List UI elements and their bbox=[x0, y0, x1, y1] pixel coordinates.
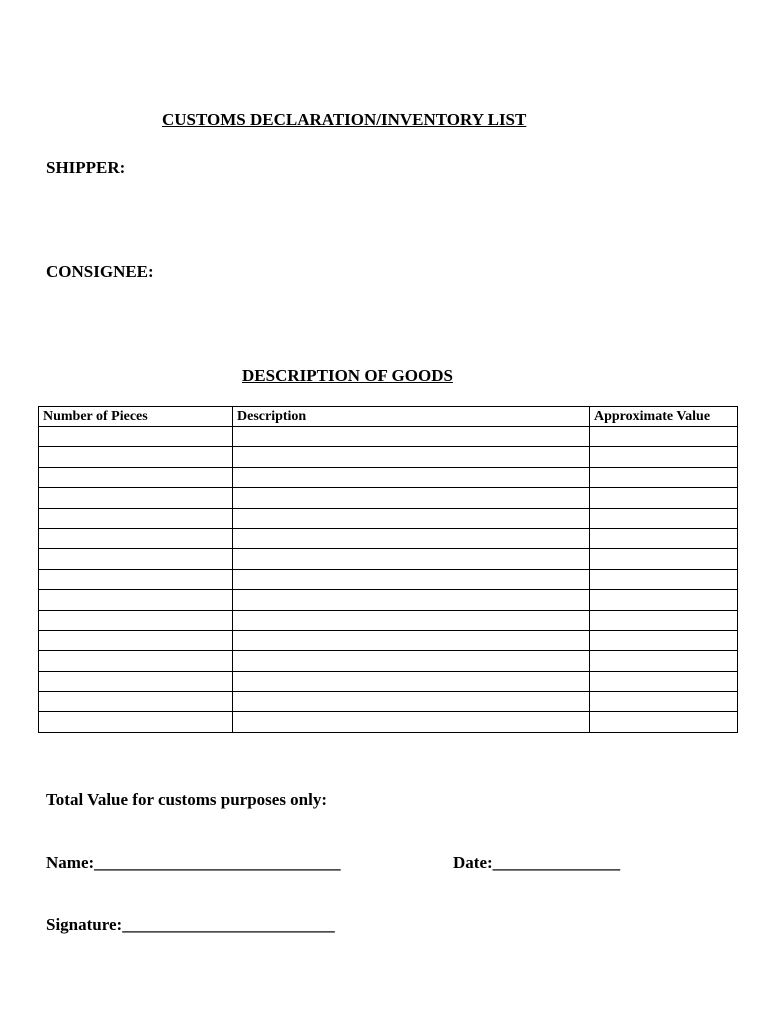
description-cell[interactable] bbox=[233, 610, 590, 630]
number-of-pieces-input[interactable] bbox=[43, 631, 228, 650]
table-row bbox=[39, 712, 738, 732]
table-row bbox=[39, 427, 738, 447]
approximate-value-cell[interactable] bbox=[590, 692, 738, 712]
approximate-value-cell[interactable] bbox=[590, 488, 738, 508]
table-row bbox=[39, 549, 738, 569]
number-of-pieces-cell[interactable] bbox=[39, 671, 233, 691]
description-input[interactable] bbox=[237, 427, 585, 446]
description-input[interactable] bbox=[237, 488, 585, 507]
number-of-pieces-cell[interactable] bbox=[39, 651, 233, 671]
table-row bbox=[39, 590, 738, 610]
goods-table-body bbox=[39, 427, 738, 733]
description-cell[interactable] bbox=[233, 549, 590, 569]
number-of-pieces-input[interactable] bbox=[43, 611, 228, 630]
table-row bbox=[39, 528, 738, 548]
signature-line: Signature:_________________________ bbox=[46, 915, 335, 934]
approximate-value-cell[interactable] bbox=[590, 508, 738, 528]
column-header-approximate-value: Approximate Value bbox=[590, 407, 738, 427]
approximate-value-input[interactable] bbox=[594, 570, 733, 589]
number-of-pieces-input[interactable] bbox=[43, 509, 228, 528]
number-of-pieces-cell[interactable] bbox=[39, 692, 233, 712]
number-of-pieces-input[interactable] bbox=[43, 529, 228, 548]
table-row bbox=[39, 508, 738, 528]
goods-table bbox=[38, 406, 738, 733]
description-input[interactable] bbox=[237, 570, 585, 589]
goods-table-header-row bbox=[39, 407, 738, 427]
description-input[interactable] bbox=[237, 712, 585, 731]
approximate-value-cell[interactable] bbox=[590, 630, 738, 650]
description-input[interactable] bbox=[237, 549, 585, 568]
description-input[interactable] bbox=[237, 692, 585, 711]
number-of-pieces-cell[interactable] bbox=[39, 467, 233, 487]
number-of-pieces-input[interactable] bbox=[43, 447, 228, 466]
number-of-pieces-cell[interactable] bbox=[39, 712, 233, 732]
document-title: CUSTOMS DECLARATION/INVENTORY LIST bbox=[162, 110, 527, 129]
number-of-pieces-input[interactable] bbox=[43, 590, 228, 609]
number-of-pieces-cell[interactable] bbox=[39, 427, 233, 447]
approximate-value-input[interactable] bbox=[594, 488, 733, 507]
approximate-value-input[interactable] bbox=[594, 590, 733, 609]
approximate-value-cell[interactable] bbox=[590, 590, 738, 610]
description-cell[interactable] bbox=[233, 590, 590, 610]
approximate-value-cell[interactable] bbox=[590, 712, 738, 732]
approximate-value-cell[interactable] bbox=[590, 549, 738, 569]
number-of-pieces-input[interactable] bbox=[43, 427, 228, 446]
number-of-pieces-cell[interactable] bbox=[39, 590, 233, 610]
name-line: Name:_____________________________ bbox=[46, 853, 341, 872]
approximate-value-cell[interactable] bbox=[590, 610, 738, 630]
number-of-pieces-input[interactable] bbox=[43, 570, 228, 589]
description-cell[interactable] bbox=[233, 528, 590, 548]
approximate-value-cell[interactable] bbox=[590, 651, 738, 671]
approximate-value-input[interactable] bbox=[594, 427, 733, 446]
approximate-value-input[interactable] bbox=[594, 447, 733, 466]
consignee-label: CONSIGNEE: bbox=[46, 262, 154, 281]
approximate-value-cell[interactable] bbox=[590, 569, 738, 589]
table-row bbox=[39, 610, 738, 630]
approximate-value-input[interactable] bbox=[594, 672, 733, 691]
description-input[interactable] bbox=[237, 672, 585, 691]
description-cell[interactable] bbox=[233, 630, 590, 650]
number-of-pieces-cell[interactable] bbox=[39, 610, 233, 630]
description-cell[interactable] bbox=[233, 447, 590, 467]
table-row bbox=[39, 488, 738, 508]
number-of-pieces-input[interactable] bbox=[43, 488, 228, 507]
description-cell[interactable] bbox=[233, 651, 590, 671]
column-header-number-of-pieces: Number of Pieces bbox=[39, 407, 233, 427]
table-row bbox=[39, 467, 738, 487]
approximate-value-input[interactable] bbox=[594, 468, 733, 487]
description-cell[interactable] bbox=[233, 671, 590, 691]
number-of-pieces-input[interactable] bbox=[43, 468, 228, 487]
number-of-pieces-input[interactable] bbox=[43, 672, 228, 691]
approximate-value-input[interactable] bbox=[594, 712, 733, 731]
shipper-label: SHIPPER: bbox=[46, 158, 126, 177]
approximate-value-cell[interactable] bbox=[590, 427, 738, 447]
number-of-pieces-cell[interactable] bbox=[39, 569, 233, 589]
date-line: Date:_______________ bbox=[453, 853, 621, 872]
total-value-label: Total Value for customs purposes only: bbox=[46, 790, 328, 809]
description-input[interactable] bbox=[237, 590, 585, 609]
approximate-value-input[interactable] bbox=[594, 509, 733, 528]
description-cell[interactable] bbox=[233, 467, 590, 487]
approximate-value-cell[interactable] bbox=[590, 671, 738, 691]
number-of-pieces-input[interactable] bbox=[43, 692, 228, 711]
description-input[interactable] bbox=[237, 631, 585, 650]
approximate-value-input[interactable] bbox=[594, 651, 733, 670]
description-cell[interactable] bbox=[233, 508, 590, 528]
approximate-value-cell[interactable] bbox=[590, 528, 738, 548]
description-input[interactable] bbox=[237, 529, 585, 548]
table-row bbox=[39, 447, 738, 467]
table-row bbox=[39, 651, 738, 671]
description-input[interactable] bbox=[237, 447, 585, 466]
description-input[interactable] bbox=[237, 468, 585, 487]
number-of-pieces-input[interactable] bbox=[43, 651, 228, 670]
table-row bbox=[39, 569, 738, 589]
approximate-value-cell[interactable] bbox=[590, 467, 738, 487]
approximate-value-input[interactable] bbox=[594, 549, 733, 568]
number-of-pieces-cell[interactable] bbox=[39, 447, 233, 467]
approximate-value-input[interactable] bbox=[594, 611, 733, 630]
description-cell[interactable] bbox=[233, 692, 590, 712]
number-of-pieces-cell[interactable] bbox=[39, 508, 233, 528]
approximate-value-input[interactable] bbox=[594, 631, 733, 650]
column-header-description: Description bbox=[233, 407, 590, 427]
description-cell[interactable] bbox=[233, 712, 590, 732]
number-of-pieces-cell[interactable] bbox=[39, 488, 233, 508]
number-of-pieces-cell[interactable] bbox=[39, 549, 233, 569]
description-cell[interactable] bbox=[233, 569, 590, 589]
table-row bbox=[39, 671, 738, 691]
description-input[interactable] bbox=[237, 651, 585, 670]
number-of-pieces-cell[interactable] bbox=[39, 630, 233, 650]
number-of-pieces-cell[interactable] bbox=[39, 528, 233, 548]
description-input[interactable] bbox=[237, 509, 585, 528]
approximate-value-input[interactable] bbox=[594, 692, 733, 711]
number-of-pieces-input[interactable] bbox=[43, 549, 228, 568]
table-row bbox=[39, 630, 738, 650]
approximate-value-input[interactable] bbox=[594, 529, 733, 548]
description-input[interactable] bbox=[237, 611, 585, 630]
approximate-value-cell[interactable] bbox=[590, 447, 738, 467]
description-cell[interactable] bbox=[233, 427, 590, 447]
description-cell[interactable] bbox=[233, 488, 590, 508]
goods-section-heading: DESCRIPTION OF GOODS bbox=[242, 366, 453, 385]
table-row bbox=[39, 692, 738, 712]
number-of-pieces-input[interactable] bbox=[43, 712, 228, 731]
